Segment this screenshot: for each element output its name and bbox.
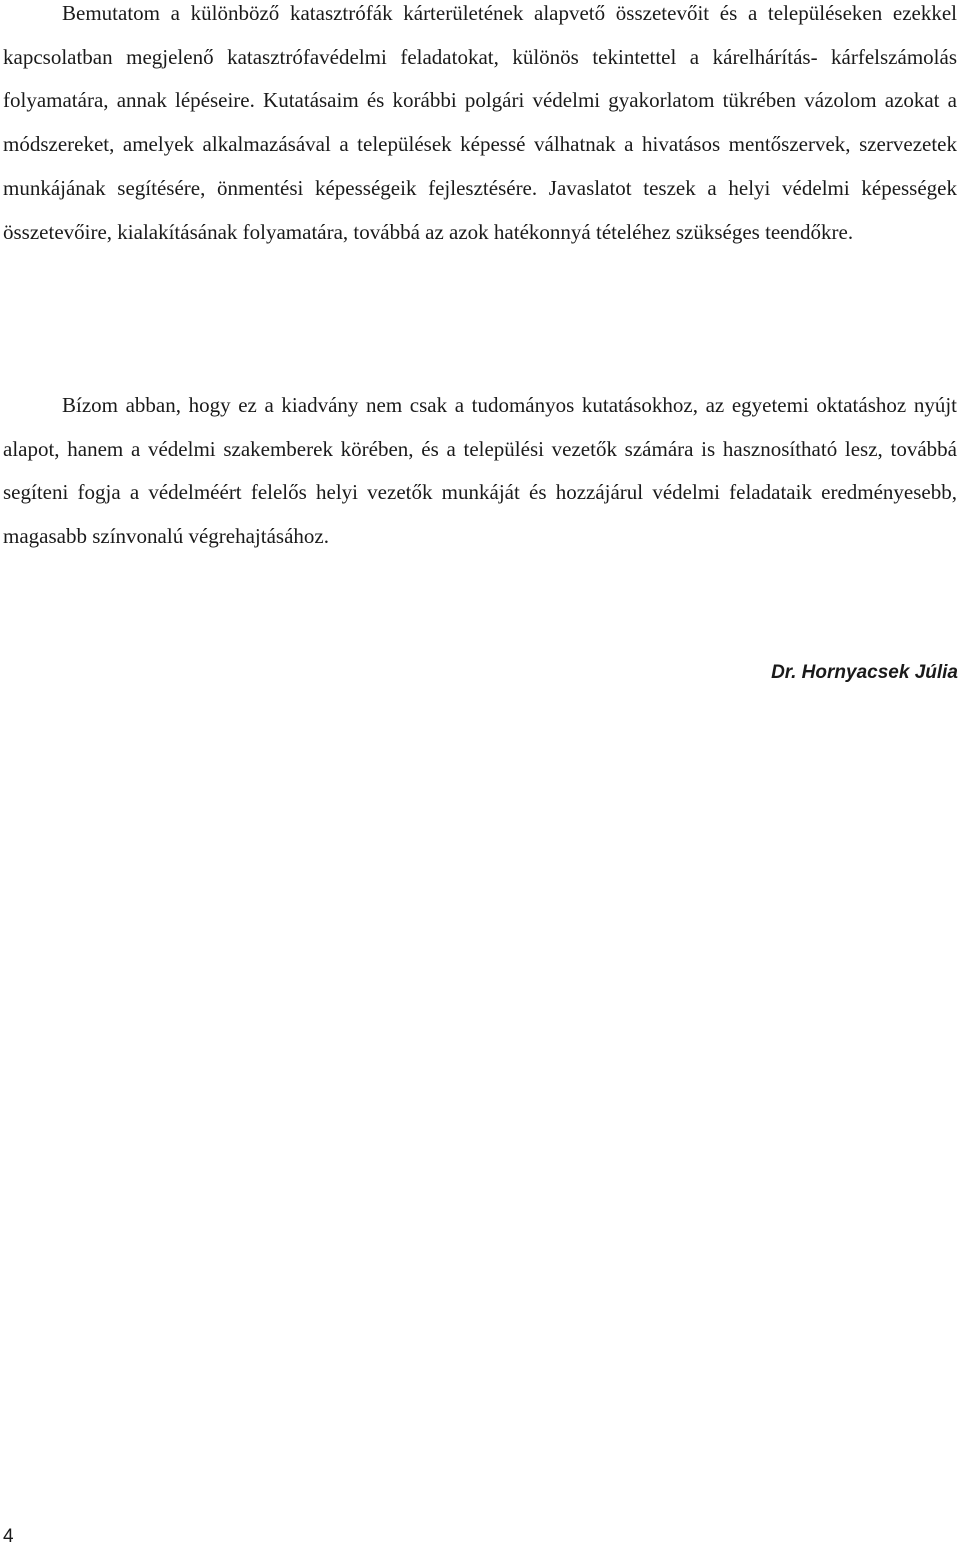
paragraph-closing [3,384,957,559]
page-number: 4 [3,1526,14,1547]
paragraph-intro [3,0,957,254]
paragraph-intro-text: Bemutatom a különböző katasztrófák kárterületének alapvető összetevőit és a településeken ezekkel kapcsolatban megjelenő katasztrófavédelmi feladatokat, különös tekintettel a kárelhárítás- kárfelszámolás folyamatára, annak lépéseire. Kutatásaim és korábbi polgári védelmi gyakorlatom tükrében vázolom azokat a módszereket, amelyek alkalmazásával a települések képessé válhatnak a hivatásos mentőszervek, szervezetek munkájának segítésére, önmentési képességeik fejlesztésére. Javaslatot teszek a helyi védelmi képességek összetevőire, kialakításának folyamatára, továbbá az azok hatékonnyá tételéhez szükséges teendőkre. [3,1,957,244]
author-signature: Dr. Hornyacsek Júlia [771,662,958,683]
paragraph-closing-text: Bízom abban, hogy ez a kiadvány nem csak a tudományos kutatásokhoz, az egyetemi oktatáshoz nyújt alapot, hanem a védelmi szakemberek körében, és a települési vezetők számára is hasznosítható lesz, továbbá segíteni fogja a védelméért felelős helyi vezetők munkáját és hozzájárul védelmi feladataik eredményesebb, magasabb színvonalú végrehajtásához. [3,393,957,549]
